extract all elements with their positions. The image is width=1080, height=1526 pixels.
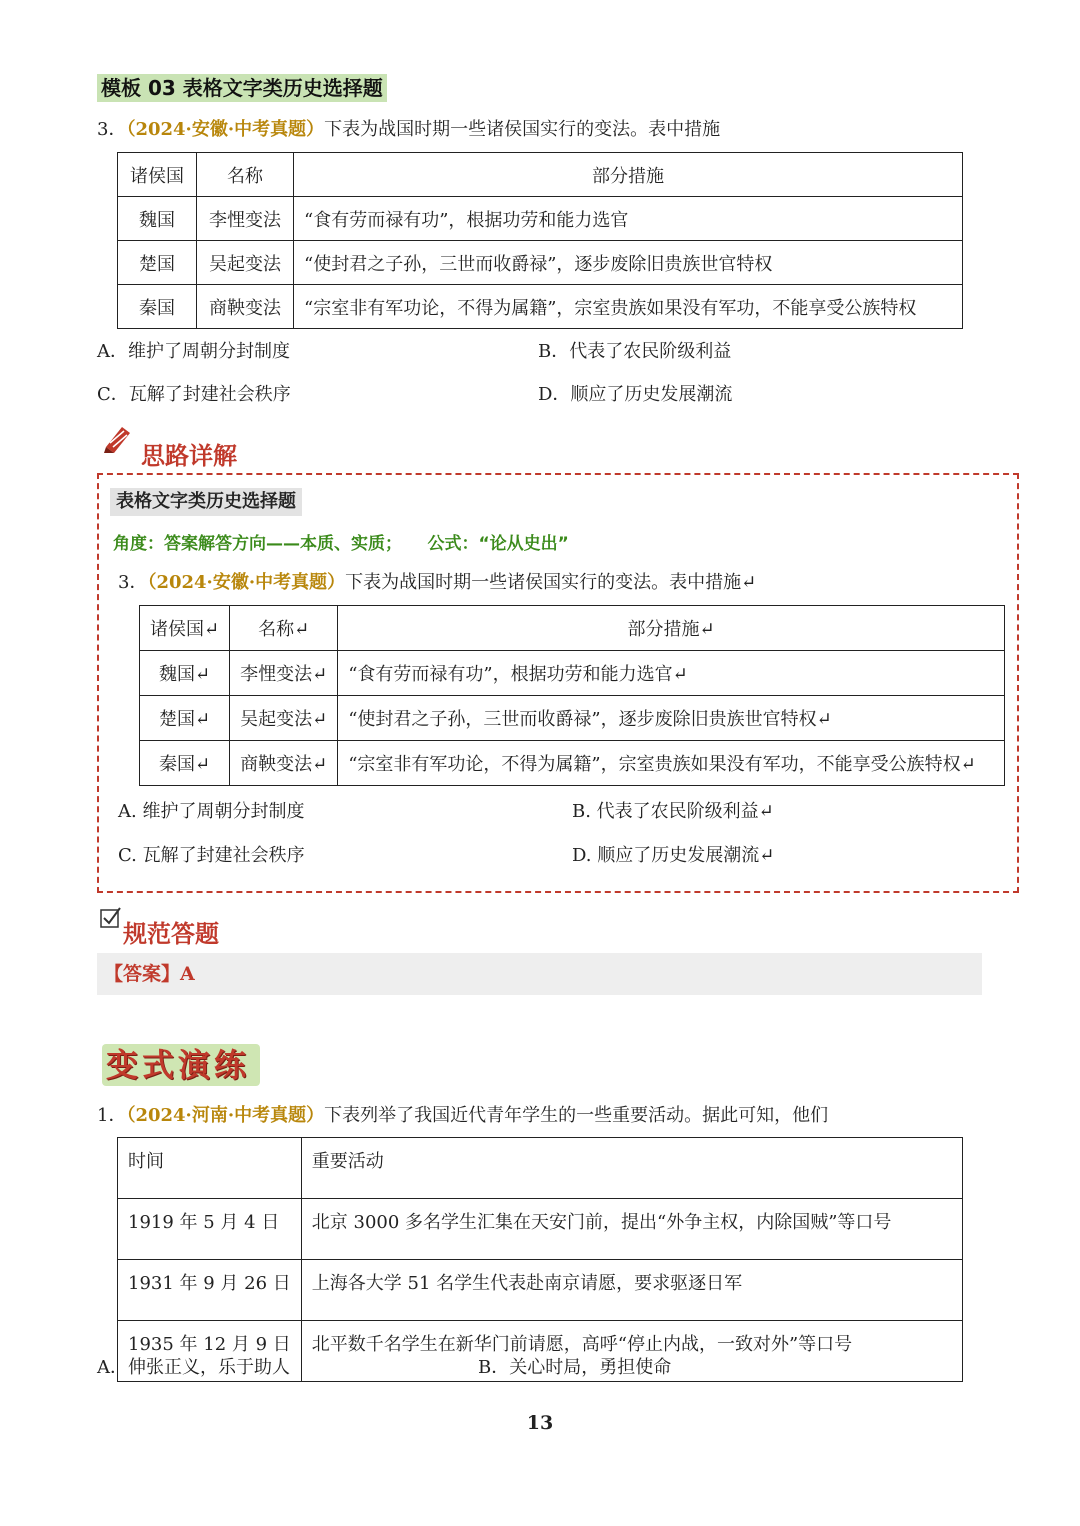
question-source: （2024·安徽·中考真题） — [126, 119, 325, 140]
variant-option-a: A．伸张正义，乐于助人 — [97, 1357, 290, 1378]
header-cell: 诸侯国↵ — [140, 606, 230, 651]
option-d: D．顺应了历史发展潮流 — [538, 384, 733, 405]
reform-table — [117, 152, 963, 329]
analysis-reform-table — [139, 605, 1005, 786]
table-cell: 北京 3000 多名学生汇集在天安门前，提出“外争主权，内除国贼”等口号 — [301, 1199, 962, 1260]
question-stem: 下表为战国时期一些诸侯国实行的变法。表中措施↵ — [345, 572, 757, 593]
header-cell: 部分措施↵ — [338, 606, 1005, 651]
table-cell: “使封君之子孙，三世而收爵禄”，逐步废除旧贵族世官特权↵ — [338, 696, 1005, 741]
analysis-option-c: C. 瓦解了封建社会秩序 — [118, 845, 305, 866]
answer-bar — [97, 953, 982, 995]
table-cell: 上海各大学 51 名学生代表赴南京请愿，要求驱逐日军 — [301, 1260, 962, 1321]
table-row — [140, 741, 1005, 786]
analysis-question-line — [118, 571, 756, 595]
option-c: C．瓦解了封建社会秩序 — [97, 384, 291, 405]
table-cell: 吴起变法↵ — [230, 696, 338, 741]
question-number: 3． — [97, 119, 127, 140]
analysis-option-b: B. 代表了农民阶级利益↵ — [572, 801, 774, 822]
header-cell: 重要活动 — [301, 1138, 962, 1199]
table-cell: 秦国↵ — [140, 741, 230, 786]
table-cell: 1935 年 12 月 9 日 — [118, 1321, 302, 1382]
variant-title: 变式演练 — [106, 1046, 251, 1084]
table-cell: 魏国 — [118, 197, 197, 241]
table-cell: 商鞅变法 — [197, 285, 294, 329]
table-cell: 吴起变法 — [197, 241, 294, 285]
question-stem: 下表为战国时期一些诸侯国实行的变法。表中措施 — [324, 119, 721, 140]
variant-option-b: B．关心时局，勇担使命 — [478, 1357, 672, 1378]
analysis-tag: 表格文字类历史选择题 — [110, 488, 302, 516]
table-row — [118, 285, 963, 329]
pencil-icon — [102, 423, 134, 453]
question-source: （2024·河南·中考真题） — [126, 1105, 325, 1126]
header-cell: 名称 — [197, 153, 294, 197]
table-cell: 1931 年 9 月 26 日 — [118, 1260, 302, 1321]
table-cell: 1919 年 5 月 4 日 — [118, 1199, 302, 1260]
standard-answer-title: 规范答题 — [123, 920, 219, 948]
option-b: B．代表了农民阶级利益 — [538, 341, 732, 362]
analysis-title: 思路详解 — [141, 442, 237, 470]
question-number: 3． — [118, 572, 148, 593]
option-a: A．维护了周朝分封制度 — [97, 341, 290, 362]
header-cell: 名称↵ — [230, 606, 338, 651]
analysis-option-d: D. 顺应了历史发展潮流↵ — [572, 845, 775, 866]
table-cell: 魏国↵ — [140, 651, 230, 696]
header-cell: 部分措施 — [294, 153, 963, 197]
question-number: 1． — [97, 1105, 127, 1126]
table-row — [118, 1260, 963, 1321]
table-header-row — [118, 1138, 963, 1199]
table-cell: 秦国 — [118, 285, 197, 329]
analysis-option-a: A. 维护了周朝分封制度 — [118, 801, 305, 822]
table-row — [140, 651, 1005, 696]
variant-question-line — [97, 1104, 828, 1128]
table-header-row — [118, 153, 963, 197]
table-row — [140, 696, 1005, 741]
table-cell: “宗室非有军功论，不得为属籍”，宗室贵族如果没有军功，不能享受公族特权 — [294, 285, 963, 329]
header-cell: 诸侯国 — [118, 153, 197, 197]
table-cell: “宗室非有军功论，不得为属籍”，宗室贵族如果没有军功，不能享受公族特权↵ — [338, 741, 1005, 786]
answer-text: 【答案】A — [104, 963, 195, 985]
table-cell: 李悝变法 — [197, 197, 294, 241]
analysis-angle: 角度：答案解答方向——本质、实质； 公式：“论从史出” — [113, 534, 569, 554]
table-row — [118, 1199, 963, 1260]
table-row — [118, 241, 963, 285]
header-cell: 时间 — [118, 1138, 302, 1199]
table-cell: 北平数千名学生在新华门前请愿，高呼“停止内战，一致对外”等口号 — [301, 1321, 962, 1382]
question-3-line — [97, 118, 720, 142]
question-source: （2024·安徽·中考真题） — [147, 572, 346, 593]
table-row — [118, 197, 963, 241]
table-cell: “食有劳而禄有功”，根据功劳和能力选官 — [294, 197, 963, 241]
table-cell: 商鞅变法↵ — [230, 741, 338, 786]
table-cell: 楚国↵ — [140, 696, 230, 741]
table-cell: 李悝变法↵ — [230, 651, 338, 696]
table-cell: “使封君之子孙，三世而收爵禄”，逐步废除旧贵族世官特权 — [294, 241, 963, 285]
table-header-row — [140, 606, 1005, 651]
question-stem: 下表列举了我国近代青年学生的一些重要活动。据此可知，他们 — [324, 1105, 829, 1126]
student-activity-table — [117, 1137, 963, 1382]
checkbox-icon — [100, 907, 122, 929]
template-heading: 模板 03 表格文字类历史选择题 — [97, 74, 387, 102]
page-number: 13 — [526, 1412, 554, 1434]
table-cell: 楚国 — [118, 241, 197, 285]
table-cell: “食有劳而禄有功”，根据功劳和能力选官↵ — [338, 651, 1005, 696]
